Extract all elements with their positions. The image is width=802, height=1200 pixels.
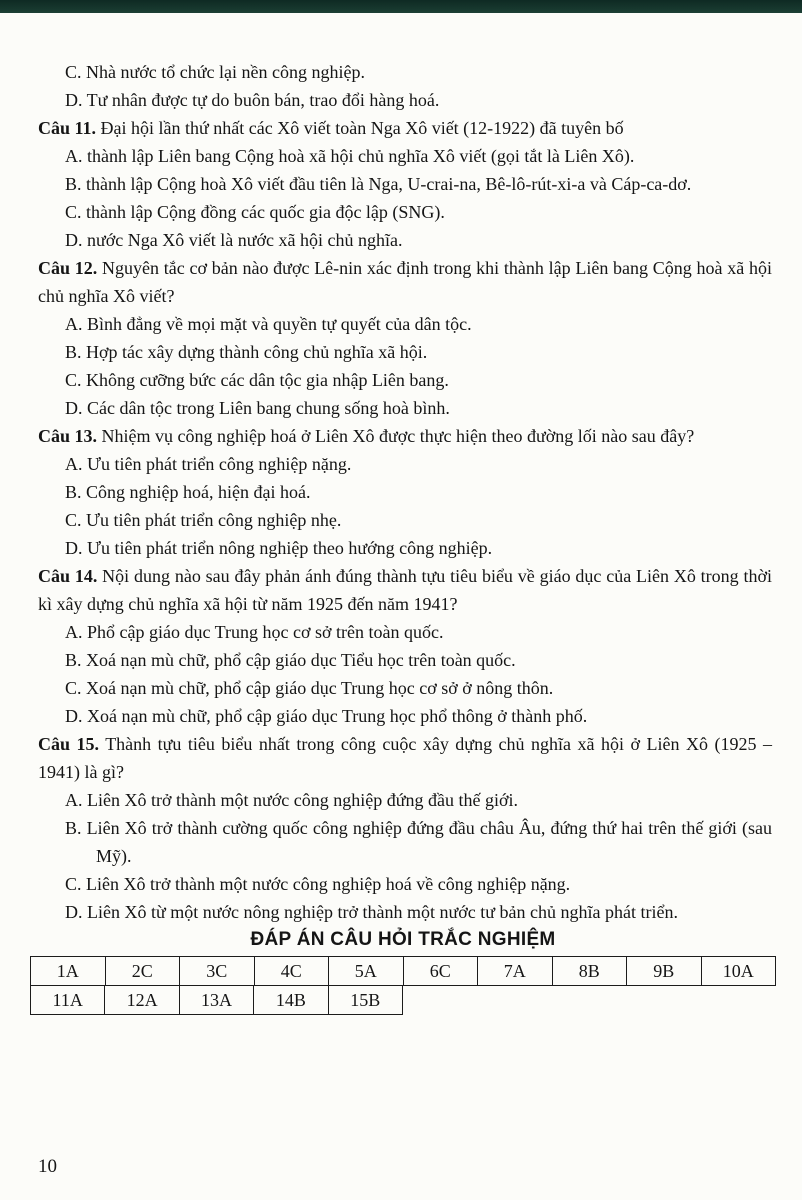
question-block-13 bbox=[38, 422, 772, 562]
answer-key-title: ĐÁP ÁN CÂU HỎI TRẮC NGHIỆM bbox=[250, 929, 556, 950]
answer-option: A. Liên Xô trở thành một nước công nghiệp đứng đầu thế giới. bbox=[65, 790, 518, 810]
answer-option: D. Các dân tộc trong Liên bang chung sống hoà bình. bbox=[65, 398, 450, 418]
answer-option: B. Xoá nạn mù chữ, phổ cập giáo dục Tiểu học trên toàn quốc. bbox=[65, 650, 516, 670]
answer-cell: 6C bbox=[403, 957, 478, 986]
answer-option: B. Liên Xô trở thành cường quốc công nghiệp đứng đầu châu Âu, đứng thứ hai trên thế giới (sau Mỹ). bbox=[65, 818, 772, 866]
question-body: Đại hội lần thứ nhất các Xô viết toàn Nga Xô viết (12-1922) đã tuyên bố bbox=[100, 118, 624, 138]
answer-option: A. Bình đẳng về mọi mặt và quyền tự quyết của dân tộc. bbox=[65, 314, 472, 334]
answer-cell: 1A bbox=[31, 957, 106, 986]
answer-cell: 13A bbox=[179, 986, 253, 1015]
table-row bbox=[31, 957, 776, 986]
answer-cell: 12A bbox=[105, 986, 179, 1015]
answer-option: C. Xoá nạn mù chữ, phổ cập giáo dục Trung học cơ sở ở nông thôn. bbox=[65, 678, 554, 698]
answer-option: B. Hợp tác xây dựng thành công chủ nghĩa xã hội. bbox=[65, 342, 428, 362]
answer-option: D. Xoá nạn mù chữ, phổ cập giáo dục Trung học phổ thông ở thành phố. bbox=[65, 706, 588, 726]
answer-option: C. Liên Xô trở thành một nước công nghiệp hoá về công nghiệp nặng. bbox=[65, 874, 571, 894]
answer-option: B. Công nghiệp hoá, hiện đại hoá. bbox=[65, 482, 311, 502]
question-block-15 bbox=[38, 730, 772, 926]
scan-edge-artifact bbox=[0, 0, 802, 13]
answer-cell: 3C bbox=[180, 957, 255, 986]
answer-option: A. thành lập Liên bang Cộng hoà xã hội chủ nghĩa Xô viết (gọi tắt là Liên Xô). bbox=[65, 146, 635, 166]
answer-key-table-row2 bbox=[30, 985, 403, 1015]
answer-option: D. Ưu tiên phát triển nông nghiệp theo hướng công nghiệp. bbox=[65, 538, 493, 558]
answer-option: C. Không cưỡng bức các dân tộc gia nhập Liên bang. bbox=[65, 370, 449, 390]
question-text bbox=[38, 254, 772, 310]
answer-option: D. Tư nhân được tự do buôn bán, trao đổi hàng hoá. bbox=[65, 90, 440, 110]
answer-key-section bbox=[0, 929, 802, 1015]
answer-option: D. nước Nga Xô viết là nước xã hội chủ nghĩa. bbox=[65, 230, 403, 250]
answer-cell: 9B bbox=[627, 957, 702, 986]
answer-option: D. Liên Xô từ một nước nông nghiệp trở thành một nước tư bản chủ nghĩa phát triển. bbox=[65, 902, 678, 922]
question-text bbox=[38, 422, 772, 450]
question-block-14 bbox=[38, 562, 772, 730]
answer-key-table-row1 bbox=[30, 956, 776, 986]
answer-option: A. Ưu tiên phát triển công nghiệp nặng. bbox=[65, 454, 352, 474]
question-label: Câu 11. bbox=[38, 118, 97, 138]
answer-cell: 14B bbox=[254, 986, 328, 1015]
answer-cell: 11A bbox=[31, 986, 105, 1015]
question-body: Nội dung nào sau đây phản ánh đúng thành tựu tiêu biểu về giáo dục của Liên Xô trong thời kì xây dựng chủ nghĩa xã hội từ năm 1925 đến năm 1941? bbox=[38, 566, 772, 614]
answer-cell: 8B bbox=[552, 957, 627, 986]
answer-option: B. thành lập Cộng hoà Xô viết đầu tiên là Nga, U-crai-na, Bê-lô-rút-xi-a và Cáp-ca-dơ. bbox=[65, 174, 692, 194]
question-body: Nhiệm vụ công nghiệp hoá ở Liên Xô được thực hiện theo đường lối nào sau đây? bbox=[101, 426, 695, 446]
question-label: Câu 14. bbox=[38, 566, 98, 586]
page-number: 10 bbox=[38, 1156, 57, 1177]
answer-cell: 7A bbox=[478, 957, 553, 986]
question-block-12 bbox=[38, 254, 772, 422]
answer-cell: 4C bbox=[254, 957, 329, 986]
answer-cell: 10A bbox=[701, 957, 776, 986]
question-block-11 bbox=[38, 114, 772, 254]
answer-option: C. thành lập Cộng đồng các quốc gia độc lập (SNG). bbox=[65, 202, 445, 222]
answer-option: A. Phổ cập giáo dục Trung học cơ sở trên toàn quốc. bbox=[65, 622, 444, 642]
document-body bbox=[0, 13, 802, 926]
question-body: Nguyên tắc cơ bản nào được Lê-nin xác định trong khi thành lập Liên bang Cộng hoà xã hội chủ nghĩa Xô viết? bbox=[38, 258, 773, 306]
question-label: Câu 15. bbox=[38, 734, 100, 754]
question-body: Thành tựu tiêu biểu nhất trong công cuộc xây dựng chủ nghĩa xã hội ở Liên Xô (1925 – 1941) là gì? bbox=[38, 734, 772, 782]
answer-option: C. Ưu tiên phát triển công nghiệp nhẹ. bbox=[65, 510, 342, 530]
answer-cell: 5A bbox=[329, 957, 404, 986]
table-row bbox=[31, 986, 403, 1015]
question-text bbox=[38, 730, 772, 786]
question-label: Câu 12. bbox=[38, 258, 98, 278]
answer-cell: 15B bbox=[328, 986, 402, 1015]
answer-option: C. Nhà nước tổ chức lại nền công nghiệp. bbox=[65, 62, 365, 82]
question-label: Câu 13. bbox=[38, 426, 98, 446]
question-text bbox=[38, 562, 772, 618]
answer-cell: 2C bbox=[105, 957, 180, 986]
question-text bbox=[38, 114, 772, 142]
